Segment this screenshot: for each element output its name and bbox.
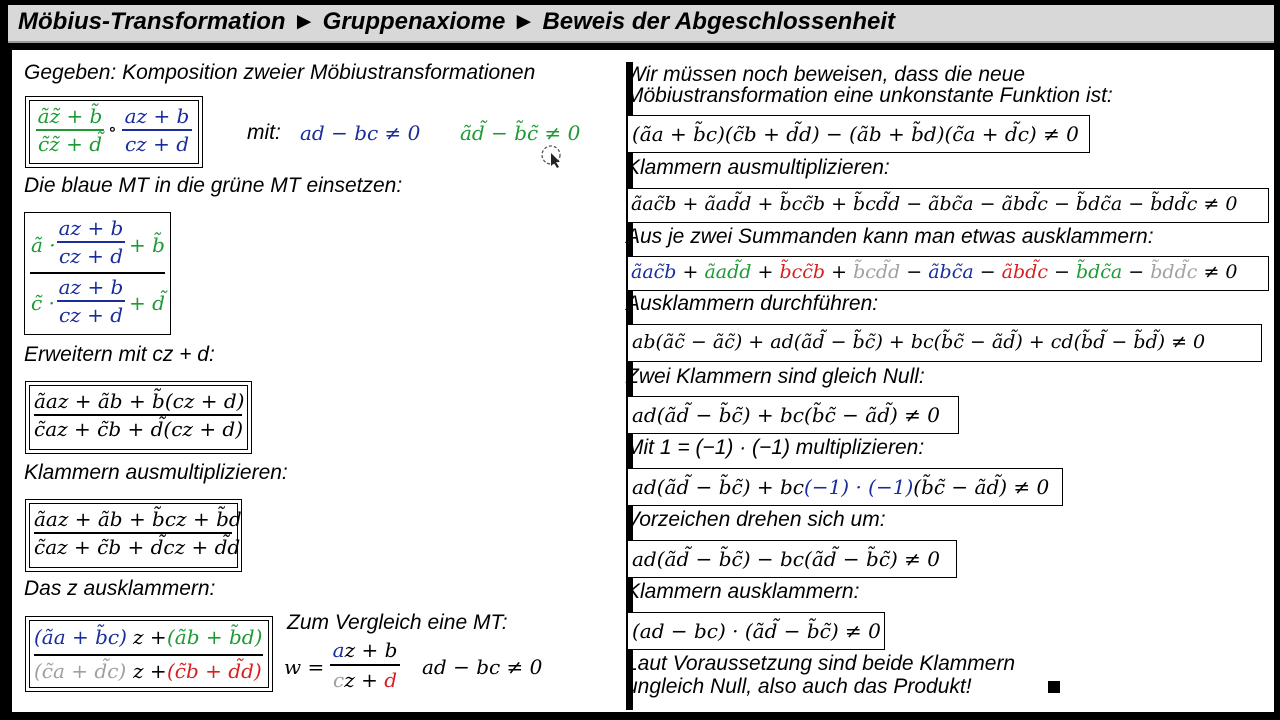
factored-den-a: (c̃a + d̃c) xyxy=(34,659,127,683)
eq8-box xyxy=(627,612,885,650)
multiply-label: Klammern ausmultiplizieren: xyxy=(24,461,288,484)
eq3-op-1: + xyxy=(676,261,705,283)
inserted-top-right: + b̃ xyxy=(129,233,165,257)
inserted-bottom-fraction xyxy=(57,275,125,327)
slide-content xyxy=(12,50,1274,712)
eq4: ab(ãc̃ − ãc̃) + ad(ãd̃ − b̃c̃) + bc(b̃c̃ − ãd̃) + cd(b̃d̃ − b̃d̃) ≠ 0 xyxy=(632,331,1206,353)
qed-square-icon xyxy=(1048,681,1060,693)
eq6-part-c: (b̃c̃ − ãd̃) ≠ 0 xyxy=(913,475,1050,499)
label-5: Zwei Klammern sind gleich Null: xyxy=(626,365,925,388)
green-condition: ãd̃ − b̃c̃ ≠ 0 xyxy=(460,121,581,145)
green-mt-numerator: ãz̃ + b̃ xyxy=(37,104,103,128)
eq6-box xyxy=(627,468,1063,506)
conclusion-line-1: Laut Voraussetzung sind beide Klammern xyxy=(626,652,1016,675)
eq5-box xyxy=(627,396,959,434)
label-6: Mit 1 = (−1) · (−1) multiplizieren: xyxy=(626,436,925,459)
multiplied-denominator: c̃az + c̃b + d̃cz + d̃d xyxy=(34,534,241,559)
label-3: Aus je zwei Summanden kann man etwas ausklammern: xyxy=(626,225,1154,248)
cursor-icon xyxy=(540,144,566,170)
eq3-term-7: b̃dc̃a xyxy=(1075,261,1123,283)
extend-label: Erweitern mit cz + d: xyxy=(24,343,215,366)
eq1: (ãa + b̃c)(c̃b + d̃d) − (ãb + b̃d)(c̃a + d̃c) ≠ 0 xyxy=(632,122,1079,146)
label-8: Klammern ausklammern: xyxy=(626,580,860,603)
composition-box xyxy=(29,100,199,164)
inserted-top-fraction xyxy=(57,216,125,268)
blue-mt-fraction xyxy=(122,104,192,156)
green-mt-fraction xyxy=(36,104,104,156)
eq4-box xyxy=(627,324,1262,362)
eq3-op-5: − xyxy=(973,261,1002,283)
eq6-part-a: ad(ãd̃ − b̃c̃) + bc xyxy=(632,475,805,499)
inserted-top-den: cz + d xyxy=(58,243,123,268)
factored-num-z: z + xyxy=(133,625,167,649)
label-2: Klammern ausmultiplizieren: xyxy=(626,156,890,179)
extended-fraction xyxy=(34,389,245,441)
eq3 xyxy=(631,261,1238,283)
intro-text xyxy=(626,64,1113,106)
eq3-op-4: − xyxy=(900,261,929,283)
eq5: ad(ãd̃ − b̃c̃) + bc(b̃c̃ − ãd̃) ≠ 0 xyxy=(632,403,941,427)
insert-label: Die blaue MT in die grüne MT einsetzen: xyxy=(24,174,403,197)
eq3-term-5: ãbc̃a xyxy=(928,261,974,283)
eq3-term-8: b̃dd̃c xyxy=(1150,261,1198,283)
blue-mt-denominator: cz + d xyxy=(124,131,189,156)
given-label: Gegeben: Komposition zweier Möbiustransformationen xyxy=(24,61,536,84)
inserted-box xyxy=(24,212,171,335)
inserted-top-left: ã · xyxy=(31,233,56,257)
green-mt-denominator: c̃z̃ + d̃ xyxy=(37,131,102,156)
factored-bar xyxy=(34,654,263,656)
conclusion xyxy=(626,652,1015,698)
eq2-box xyxy=(627,188,1269,223)
title-bar xyxy=(8,5,1274,43)
label-4: Ausklammern durchführen: xyxy=(626,292,879,315)
intro-line-2: Möbiustransformation eine unkonstante Funktion ist: xyxy=(626,84,1113,107)
extended-denominator: c̃az + c̃b + d̃(cz + d) xyxy=(34,416,244,441)
eq3-op-2: + xyxy=(751,261,780,283)
eq3-term-2: ãad̃d xyxy=(704,261,752,283)
eq3-term-6: ãbd̃c xyxy=(1001,261,1048,283)
mit-label: mit: xyxy=(247,121,281,144)
factored-num-b: (ãb + b̃d) xyxy=(167,625,263,649)
composition-operator: ∘ xyxy=(108,119,117,140)
factored-box xyxy=(29,620,269,688)
eq2: ãac̃b + ãad̃d + b̃cc̃b + b̃cd̃d − ãbc̃a − ãbd̃c − b̃dc̃a − b̃dd̃c ≠ 0 xyxy=(631,193,1238,215)
label-7: Vorzeichen drehen sich um: xyxy=(626,508,886,531)
compare-fraction xyxy=(330,638,400,692)
extended-numerator: ãaz + ãb + b̃(cz + d) xyxy=(34,389,245,413)
eq3-tail: ≠ 0 xyxy=(1197,261,1238,283)
compare-label: Zum Vergleich eine MT: xyxy=(287,611,508,634)
eq3-term-3: b̃cc̃b xyxy=(779,261,826,283)
multiplied-numerator: ãaz + ãb + b̃cz + b̃d xyxy=(34,507,242,531)
eq3-op-3: + xyxy=(825,261,854,283)
factored-den-z: z + xyxy=(133,659,167,683)
eq8: (ad − bc) · (ãd̃ − b̃c̃) ≠ 0 xyxy=(632,619,881,643)
blue-condition: ad − bc ≠ 0 xyxy=(300,121,421,145)
compare-num-rest: z + b xyxy=(344,638,398,662)
eq3-term-1: ãac̃b xyxy=(631,261,677,283)
intro-line-1: Wir müssen noch beweisen, dass die neue xyxy=(626,63,1026,86)
eq3-box xyxy=(627,256,1269,291)
header xyxy=(0,0,1280,46)
factor-z-label: Das z ausklammern: xyxy=(24,577,216,600)
multiplied-fraction xyxy=(34,507,242,559)
extended-box xyxy=(29,385,248,450)
compare-num-a: a xyxy=(332,638,345,662)
eq7-box xyxy=(627,540,957,578)
factored-den-b: (c̃b + d̃d) xyxy=(167,659,262,683)
compare-den-mid: z + xyxy=(344,667,385,692)
compare-condition: ad − bc ≠ 0 xyxy=(422,655,543,679)
inserted-bottom-right: + d̃ xyxy=(129,291,165,315)
main-fraction-bar xyxy=(30,272,165,274)
inserted-top-num: az + b xyxy=(58,216,124,240)
compare-den-d: d xyxy=(384,667,398,692)
compare-w: w = xyxy=(284,655,325,679)
compare-den-c: c xyxy=(332,667,345,692)
page-title: Möbius-Transformation ► Gruppenaxiome ► Beweis der Abgeschlossenheit xyxy=(18,8,896,35)
eq6 xyxy=(632,475,1049,499)
inserted-bottom-num: az + b xyxy=(58,275,124,299)
eq7: ad(ãd̃ − b̃c̃) − bc(ãd̃ − b̃c̃) ≠ 0 xyxy=(632,547,941,571)
inserted-bottom-den: cz + d xyxy=(58,302,123,327)
factored-num-a: (ãa + b̃c) xyxy=(34,625,127,649)
multiplied-box xyxy=(29,503,242,568)
conclusion-line-2: ungleich Null, also auch das Produkt! xyxy=(626,675,972,698)
eq3-term-4: b̃cd̃d xyxy=(853,261,901,283)
blue-mt-numerator: az + b xyxy=(124,104,190,128)
eq3-op-6: − xyxy=(1047,261,1076,283)
eq3-op-7: − xyxy=(1122,261,1151,283)
eq1-box xyxy=(627,115,1090,153)
inserted-bottom-left: c̃ · xyxy=(31,291,55,315)
eq6-part-b: (−1) · (−1) xyxy=(804,475,914,499)
